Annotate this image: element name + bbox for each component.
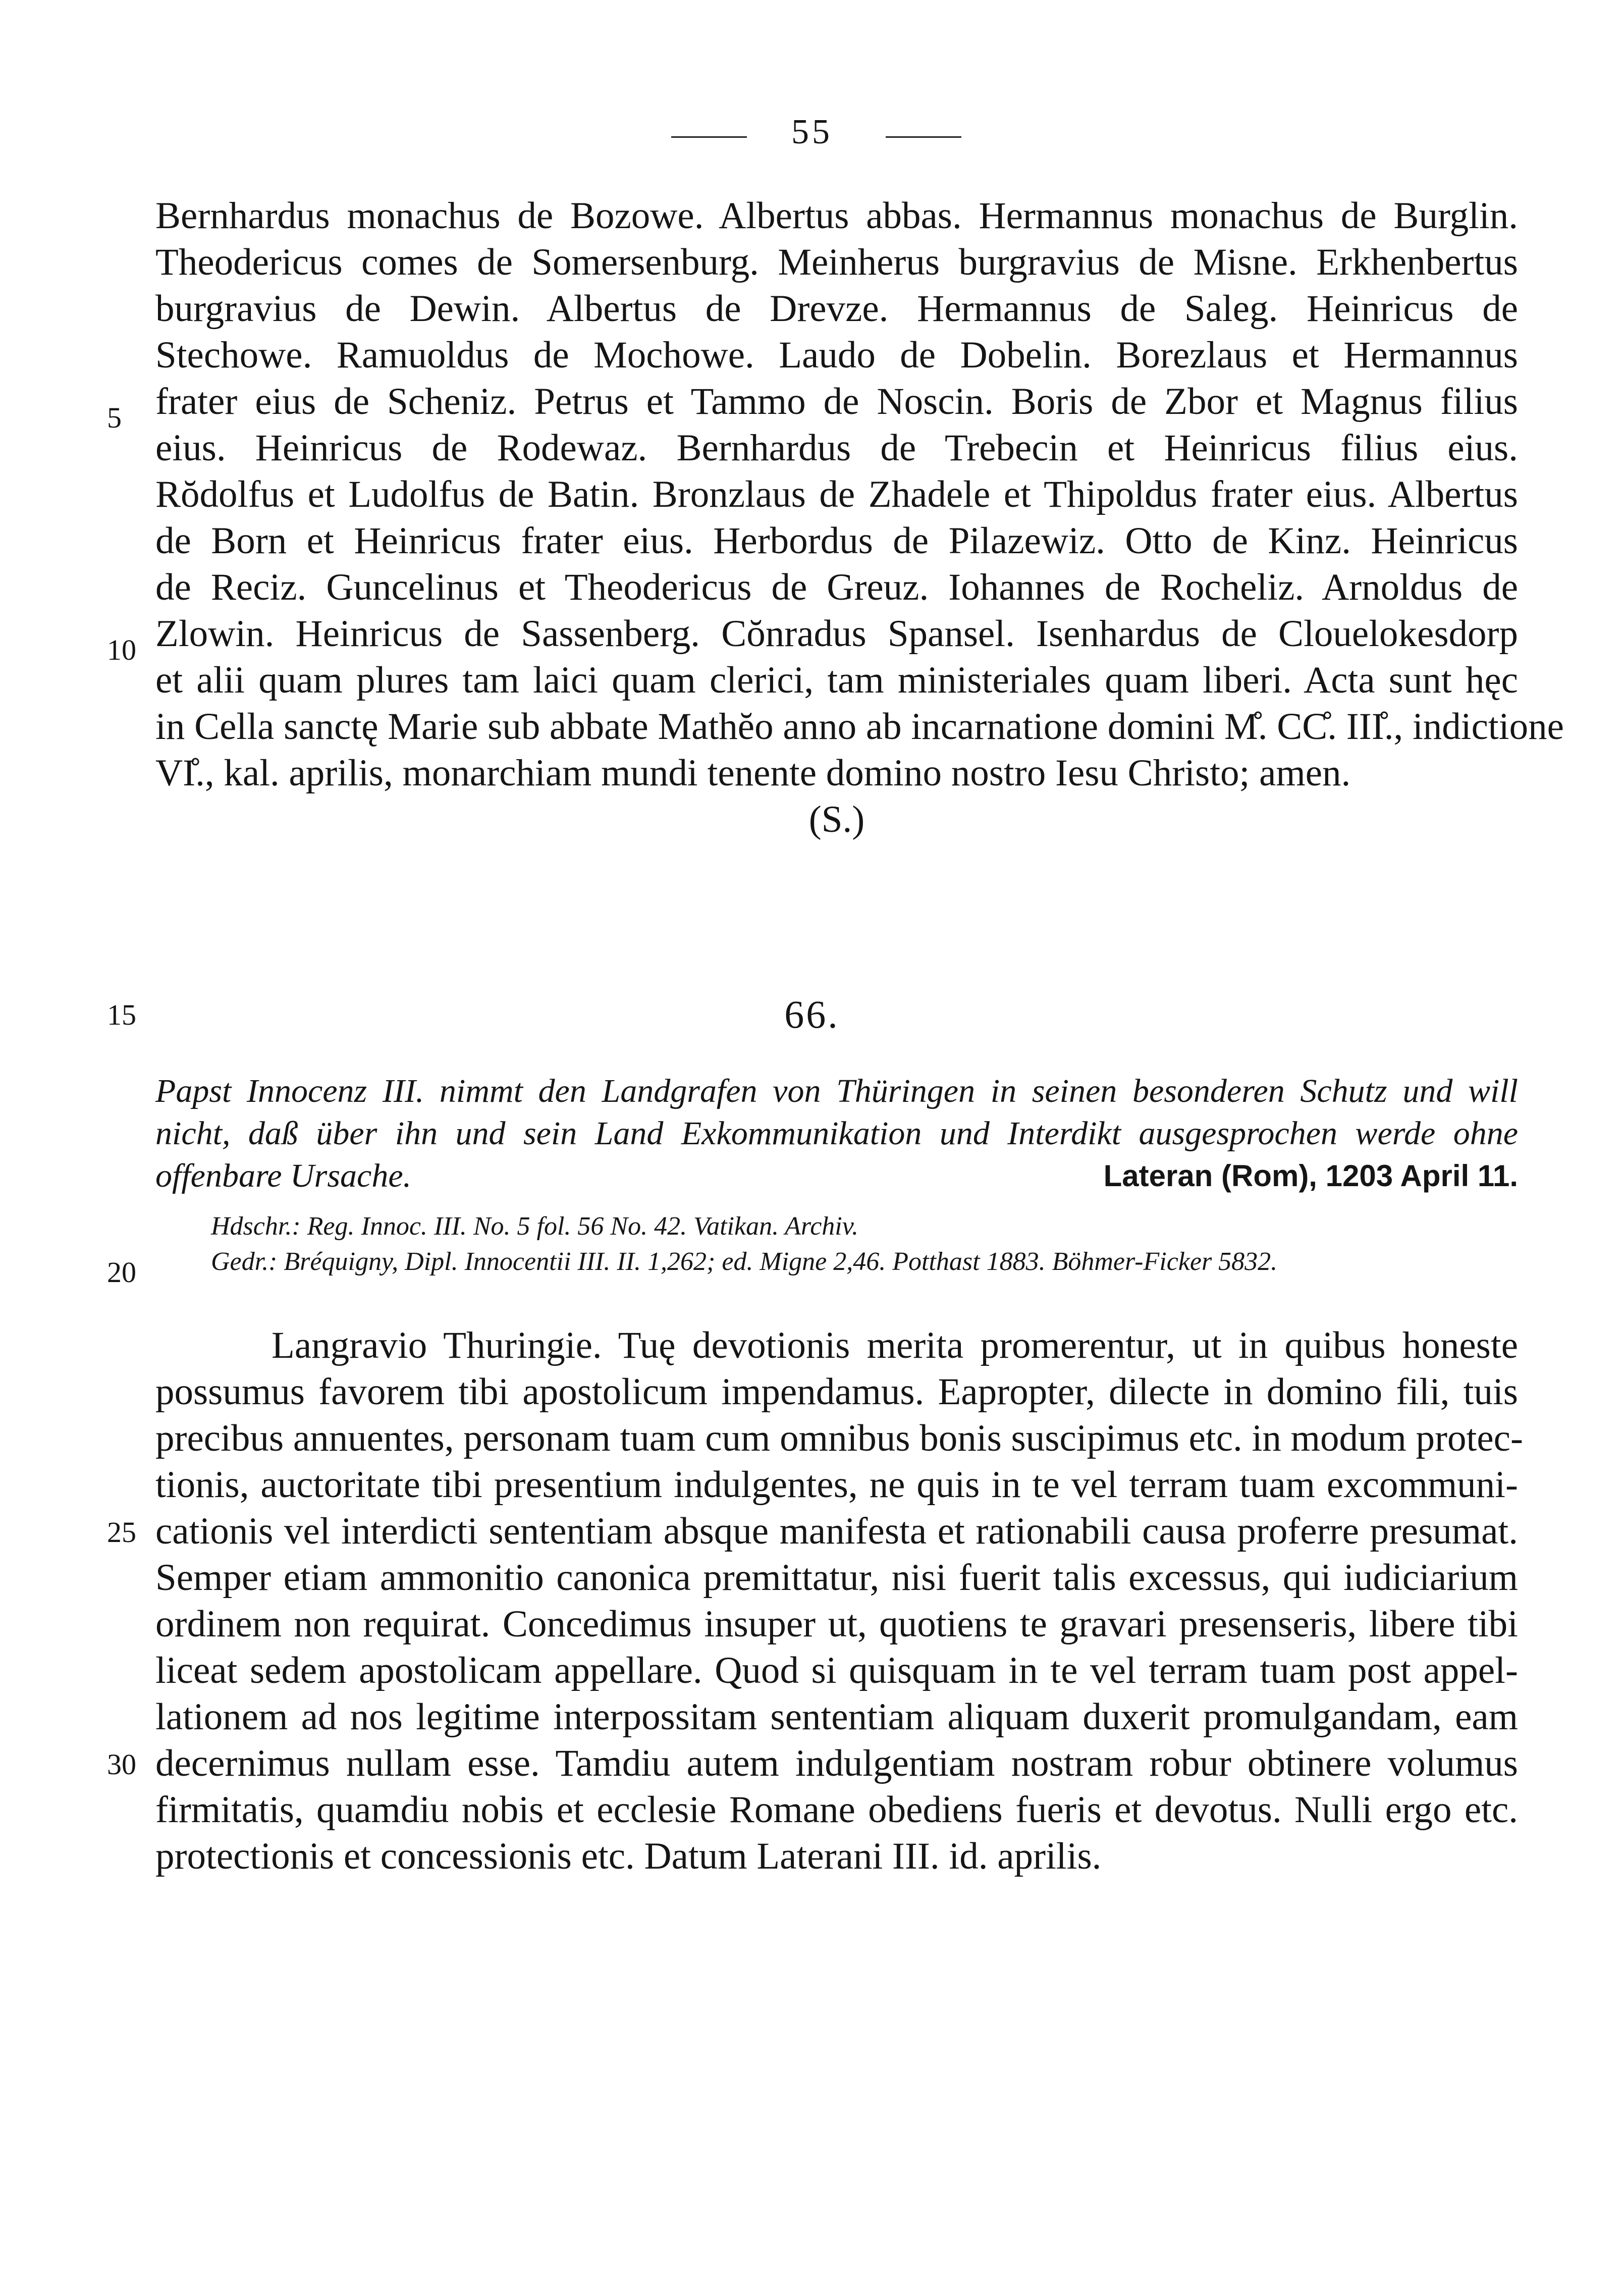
charter-text [155, 193, 1564, 843]
text-line: Theodericus comes de Somersenburg. Meinherus burgravius de Misne. Erkhenbertus [155, 241, 1518, 283]
text-line: ordinem non requirat. Concedimus insuper ut, quotiens te gravari presenseris, libere tibi [155, 1603, 1518, 1645]
text-line: et alii quam plures tam laici quam clerici, tam ministeriales quam liberi. Acta sunt hęc [155, 659, 1518, 701]
text-line: tionis, auctoritate tibi presentium indulgentes, ne quis in te vel terram tuam excommuni- [155, 1464, 1518, 1506]
summary-line-last [155, 1155, 1518, 1197]
line-number: 25 [107, 1516, 136, 1549]
document-text [155, 1322, 1523, 1880]
page-header [0, 112, 1624, 157]
line-number: 5 [107, 401, 122, 434]
text-line: liceat sedem apostolicam appellare. Quod si quisquam in te vel terram tuam post appel- [155, 1650, 1518, 1691]
text-line: lationem ad nos legitime interpossitam sententiam aliquam duxerit promulgandam, eam [155, 1696, 1518, 1738]
page-number: 55 [791, 113, 833, 151]
line-number: 15 [107, 998, 136, 1031]
references [211, 1209, 1473, 1280]
line-number: 30 [107, 1748, 136, 1781]
text-line: precibus annuentes, personam tuam cum omnibus bonis suscipimus etc. in modum protec- [155, 1417, 1523, 1459]
summary-text: offenbare Ursache. [155, 1157, 412, 1194]
place-date: Lateran (Rom), 1203 April 11. [1103, 1159, 1518, 1193]
text-line: Bernhardus monachus de Bozowe. Albertus abbas. Hermannus monachus de Burglin. [155, 195, 1518, 237]
print-reference: Gedr.: Bréquigny, Dipl. Innocentii III. II. 1,262; ed. Migne 2,46. Potthast 1883. Böhmer-Ficker 5832. [211, 1247, 1278, 1276]
text-line: Langravio Thuringie. Tuę devotionis merita promerentur, ut in quibus honeste [272, 1324, 1518, 1366]
text-line: protectionis et concessionis etc. Datum Laterani III. id. aprilis. [155, 1835, 1102, 1877]
document-number: 66. [784, 992, 840, 1036]
text-line: VI̊., kal. aprilis, monarchiam mundi tenente domino nostro Iesu Christo; amen. [155, 752, 1351, 794]
line-number: 10 [107, 633, 136, 666]
seal-mark: (S.) [808, 799, 865, 840]
manuscript-reference: Hdschr.: Reg. Innoc. III. No. 5 fol. 56 No. 42. Vatikan. Archiv. [211, 1212, 858, 1241]
text-line: cationis vel interdicti sententiam absque manifesta et rationabili causa proferre presumat. [155, 1510, 1518, 1552]
text-line: Zlowin. Heinricus de Sassenberg. Cŏnradus Spansel. Isenhardus de Clouelokesdorp [155, 613, 1518, 655]
summary-line: nicht, daß über ihn und sein Land Exkommunikation und Interdikt ausgesprochen werde ohne [155, 1115, 1518, 1152]
summary-line: Papst Innocenz III. nimmt den Landgrafen von Thüringen in seinen besonderen Schutz und will [155, 1073, 1518, 1109]
text-line: Rŏdolfus et Ludolfus de Batin. Bronzlaus de Zhadele et Thipoldus frater eius. Albertus [155, 473, 1518, 515]
text-line: in Cella sanctę Marie sub abbate Mathĕo anno ab incarnatione domini M̊. CC̊. III̊., indictione [155, 706, 1564, 748]
text-line: firmitatis, quamdiu nobis et ecclesie Romane obediens fueris et devotus. Nulli ergo etc. [155, 1789, 1518, 1831]
text-line: possumus favorem tibi apostolicum impendamus. Eapropter, dilecte in domino fili, tuis [155, 1371, 1518, 1413]
text-line: frater eius de Scheniz. Petrus et Tammo de Noscin. Boris de Zbor et Magnus filius [155, 381, 1518, 422]
text-line: eius. Heinricus de Rodewaz. Bernhardus de Trebecin et Heinricus filius eius. [155, 427, 1518, 469]
text-line: de Reciz. Guncelinus et Theodericus de Greuz. Iohannes de Rocheliz. Arnoldus de [155, 566, 1518, 608]
text-line: burgravius de Dewin. Albertus de Drevze. Hermannus de Saleg. Heinricus de [155, 288, 1518, 330]
text-line: de Born et Heinricus frater eius. Herbordus de Pilazewiz. Otto de Kinz. Heinricus [155, 520, 1518, 562]
text-line: Semper etiam ammonitio canonica premittatur, nisi fuerit talis excessus, qui iudiciarium [155, 1557, 1518, 1599]
text-line: Stechowe. Ramuoldus de Mochowe. Laudo de Dobelin. Borezlaus et Hermannus [155, 334, 1518, 376]
text-line: decernimus nullam esse. Tamdiu autem indulgentiam nostram robur obtinere volumus [155, 1742, 1518, 1784]
header-rule-right [886, 136, 961, 138]
document-summary [155, 1070, 1518, 1197]
line-number: 20 [107, 1256, 136, 1289]
